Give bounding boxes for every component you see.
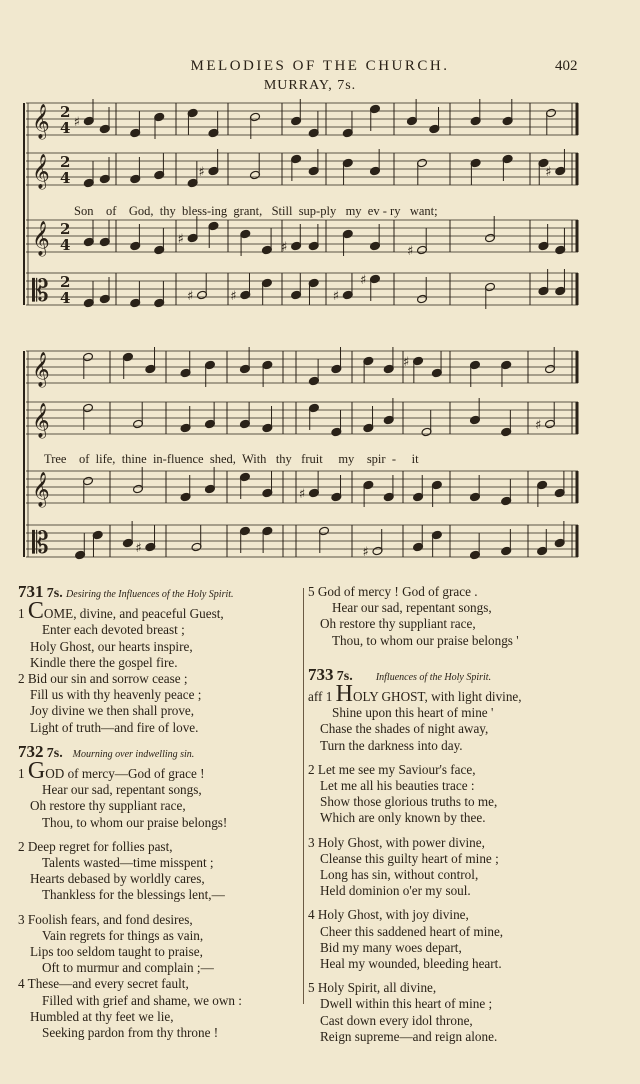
hymn-731-header	[18, 584, 300, 603]
treble-clef: 𝄞	[32, 154, 50, 189]
verse-line: These—and every secret fault,	[27, 976, 189, 992]
stanza-line	[308, 762, 608, 778]
verse-line: Talents wasted—time misspent ;	[42, 855, 214, 871]
verse-line: OD of mercy—God of grace !	[45, 766, 205, 782]
verse-line: OME, divine, and peaceful Guest,	[43, 606, 224, 622]
lyric-word: my	[345, 204, 362, 218]
verse-line: Oh restore thy suppliant race,	[320, 616, 476, 632]
verse-line: Hear our sad, repentant songs,	[332, 600, 492, 616]
stanza-number: 1	[18, 766, 25, 782]
hymn-heading: Desiring the Influences of the Holy Spirit.	[66, 589, 234, 600]
lyric-word: it	[411, 452, 419, 466]
verse-line: Thou, to whom our praise belongs!	[42, 814, 228, 830]
sharp-sign: ♯	[545, 165, 552, 180]
verse-line: Dwell within this heart of mine ;	[320, 996, 493, 1012]
verse-line: Joy divine we then shall prove,	[30, 703, 195, 719]
sharp-sign: ♯	[73, 115, 81, 130]
verse-line: Foolish fears, and fond desires,	[27, 911, 193, 927]
page-number: 402	[555, 58, 578, 74]
verse-line: Holy Ghost, our hearts inspire,	[30, 638, 193, 654]
stanza-line	[18, 671, 300, 687]
sharp-sign: ♯	[535, 418, 542, 433]
verse-line: Let me see my Saviour's face,	[317, 761, 476, 777]
verse-line: Kindle there the gospel fire.	[30, 654, 178, 670]
verse-line: Fill us with thy heavenly peace ;	[30, 687, 202, 703]
verse-line: Show those glorious truths to me,	[320, 794, 498, 810]
verse-line: Humbled at thy feet we lie,	[30, 1008, 174, 1024]
verse-line: Vain regrets for things as vain,	[42, 927, 204, 943]
lyric-word: in-fluence	[152, 452, 204, 466]
verse-line: OLY GHOST, with light divine,	[352, 689, 522, 705]
sharp-sign: ♯	[332, 289, 340, 304]
verse-line: Bid my many woes depart,	[320, 939, 462, 955]
sharp-sign: ♯	[359, 273, 367, 288]
verse-line: Shine upon this heart of mine '	[332, 705, 494, 721]
treble-clef: 𝄞	[32, 221, 50, 256]
lyric-word: Tree	[44, 452, 67, 466]
drop-initial: H	[335, 681, 353, 708]
verse-line: Deep regret for follies past,	[27, 838, 173, 854]
lyric-word: want;	[409, 204, 438, 218]
verse-line: Chase the shades of night away,	[320, 721, 489, 737]
stanza-line	[18, 758, 300, 785]
stanza-number: 4	[308, 907, 315, 923]
lyric-word: sup-ply	[298, 204, 337, 218]
lyric-word: of	[105, 204, 117, 218]
sharp-sign: ♯	[407, 244, 414, 259]
lyric-word: life,	[95, 452, 116, 466]
stanza-line	[308, 907, 608, 923]
verse-line: Which are only known by thee.	[320, 810, 486, 826]
time-signature-bottom: 4	[60, 169, 71, 187]
lyric-word: of	[78, 452, 90, 466]
c-clef: 𝄡	[32, 526, 49, 561]
stanza-number: 2	[18, 671, 25, 687]
sharp-sign: ♯	[187, 289, 194, 304]
stanza-number: 3	[308, 834, 315, 850]
hymn-number: 733	[308, 664, 334, 684]
lyric-word: fruit	[301, 452, 323, 466]
time-signature-top: 2	[60, 103, 71, 121]
hymn-meter: 7s.	[46, 586, 63, 601]
lyric-word: bless-ing	[182, 204, 228, 218]
verse-line: Oh restore thy suppliant race,	[30, 798, 186, 814]
stanza-number: 2	[18, 838, 25, 854]
lyric-word: thy	[159, 204, 176, 218]
sharp-sign: ♯	[177, 232, 184, 247]
hymn-heading: Influences of the Holy Spirit.	[375, 671, 492, 683]
stanza-line	[308, 681, 608, 708]
stanza-number: 1	[18, 606, 25, 622]
verse-line: Holy Ghost, with joy divine,	[317, 907, 469, 923]
stanza-number: 5	[308, 584, 315, 599]
time-signature-top: 2	[60, 220, 71, 238]
lyric-word: -	[391, 452, 396, 466]
verse-line: Let me all his beauties trace :	[320, 778, 475, 794]
verse-line: Hearts debased by worldly cares,	[30, 871, 205, 887]
lyric-word: shed,	[209, 452, 236, 466]
stanza-line	[18, 598, 300, 625]
verse-line: Lips too seldom taught to praise,	[30, 944, 203, 960]
verse-line: Oft to murmur and complain ;—	[42, 960, 214, 976]
hymn-732-header	[18, 741, 300, 763]
column-rule	[303, 588, 304, 1004]
c-clef: 𝄡	[32, 274, 49, 309]
lyric-line-2	[44, 452, 584, 467]
running-head: MELODIES OF THE CHURCH.	[190, 58, 450, 74]
hymn-number: 732	[18, 741, 44, 761]
verse-line: Heal my wounded, bleeding heart.	[320, 956, 502, 972]
right-column	[308, 584, 608, 1045]
verse-line: Cleanse this guilty heart of mine ;	[320, 850, 499, 866]
verse-line: Hear our sad, repentant songs,	[42, 782, 202, 798]
lyric-word: spir	[366, 452, 386, 466]
stanza-number: aff 1	[308, 689, 333, 705]
treble-clef: 𝄞	[32, 472, 50, 507]
treble-clef: 𝄞	[32, 104, 50, 139]
stanza-line	[18, 839, 300, 855]
stanza-line	[18, 976, 300, 992]
lyric-word: With	[241, 452, 267, 466]
time-signature-top: 2	[60, 273, 71, 291]
verse-line: Reign supreme—and reign alone.	[320, 1028, 498, 1044]
stanza-number: 2	[308, 761, 315, 777]
lyric-word: my	[338, 452, 355, 466]
verse-line: Cheer this saddened heart of mine,	[320, 923, 504, 939]
verse-line: Cast down every idol throne,	[320, 1012, 473, 1028]
sharp-sign: ♯	[362, 545, 369, 560]
tune-title: MURRAY, 7s.	[263, 78, 357, 93]
verse-line: Long has sin, without control,	[320, 867, 479, 883]
sharp-sign: ♯	[135, 541, 142, 556]
stanza-line	[308, 980, 608, 996]
treble-clef: 𝄞	[32, 352, 50, 387]
sharp-sign: ♯	[281, 240, 288, 255]
stanza-number: 3	[18, 911, 25, 927]
lyric-word: ry	[390, 204, 401, 218]
lyric-word: Son	[74, 204, 94, 218]
lyric-word: thy	[275, 452, 292, 466]
time-signature-bottom: 4	[60, 236, 71, 254]
stanza-line	[308, 584, 608, 600]
verse-line: Bid our sin and sorrow cease ;	[27, 671, 188, 687]
lyric-word: Still	[271, 204, 293, 218]
lyric-word: ev	[367, 204, 380, 218]
sharp-sign: ♯	[198, 165, 205, 180]
verse-line: Seeking pardon from thy throne !	[42, 1025, 219, 1041]
time-signature-bottom: 4	[60, 289, 71, 307]
lyric-word: -	[382, 204, 387, 218]
verse-line: Holy Ghost, with power divine,	[317, 834, 485, 850]
verse-line: God of mercy ! God of grace .	[317, 584, 478, 599]
lyric-word: grant,	[233, 204, 263, 218]
hymn-733-header	[308, 664, 608, 686]
time-signature-bottom: 4	[60, 119, 71, 137]
sharp-sign: ♯	[403, 355, 410, 370]
stanza-number: 4	[18, 976, 25, 992]
left-column	[18, 584, 300, 1041]
drop-initial: G	[27, 758, 46, 785]
verse-line: Thankless for the blessings lent,—	[42, 887, 225, 903]
verse-line: Light of truth—and fire of love.	[30, 719, 199, 735]
lyric-word: God,	[128, 204, 154, 218]
hymn-number: 731	[18, 582, 44, 601]
lyric-line-1	[74, 204, 574, 219]
treble-clef: 𝄞	[32, 403, 50, 438]
sharp-sign: ♯	[230, 289, 237, 304]
lyric-word: thine	[121, 452, 147, 466]
stanza-number: 5	[308, 980, 315, 996]
stanza-line	[308, 835, 608, 851]
drop-initial: C	[27, 598, 44, 625]
verse-line: Thou, to whom our praise belongs '	[332, 632, 519, 648]
stanza-line	[18, 912, 300, 928]
sharp-sign: ♯	[298, 487, 306, 502]
verse-line: Enter each devoted breast ;	[42, 622, 185, 638]
verse-line: Turn the darkness into day.	[320, 737, 463, 753]
verse-line: Held dominion o'er my soul.	[320, 883, 471, 899]
verse-line: Filled with grief and shame, we own :	[42, 992, 242, 1008]
verse-line: Holy Spirit, all divine,	[317, 980, 437, 996]
hymn-meter: 7s.	[46, 745, 63, 761]
hymn-meter: 7s.	[336, 668, 353, 684]
hymn-heading: Mourning over indwelling sin.	[72, 748, 195, 760]
time-signature-top: 2	[60, 153, 71, 171]
